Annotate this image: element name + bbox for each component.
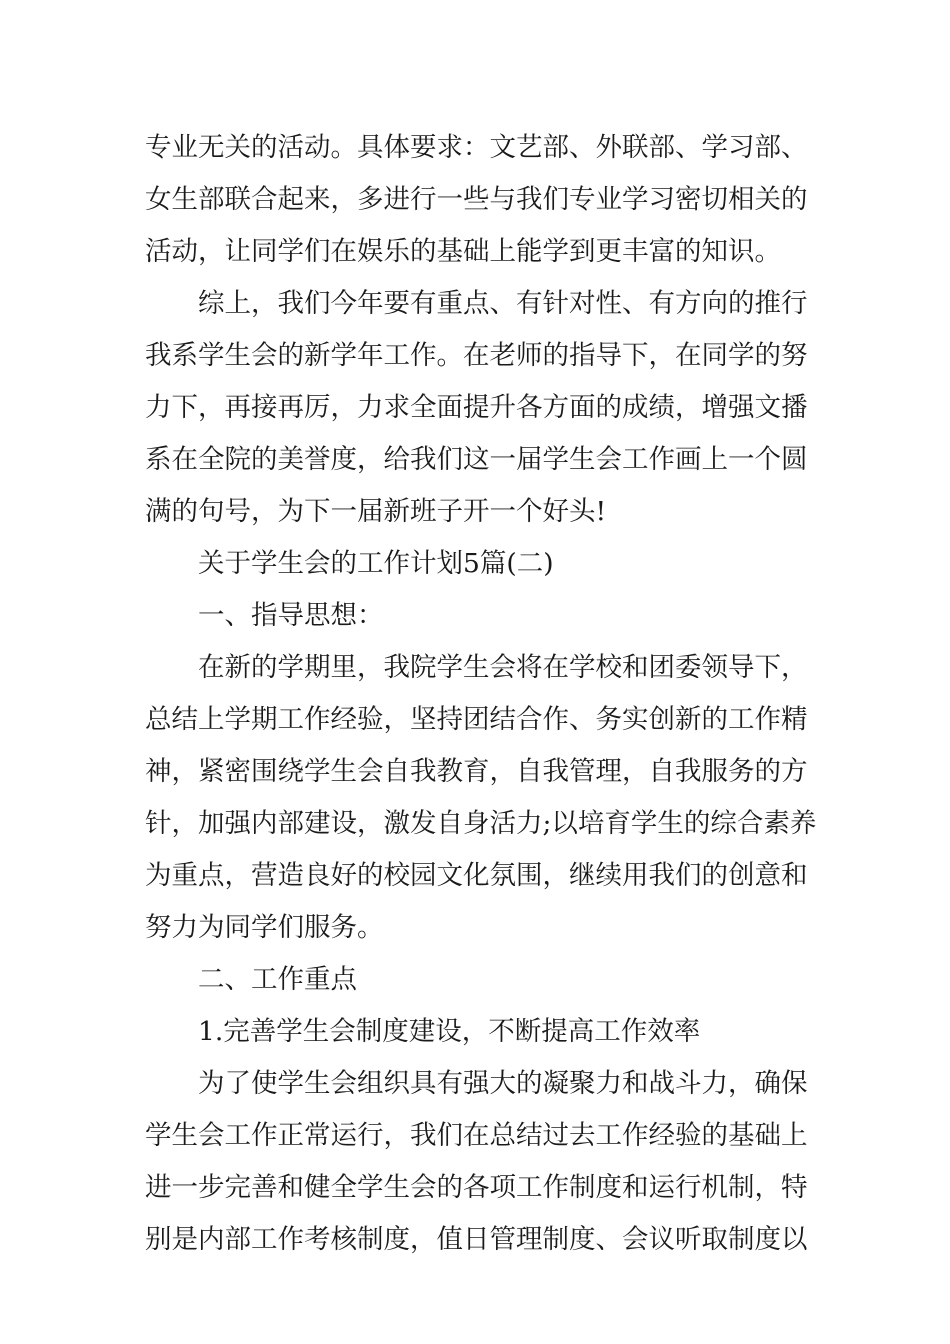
text-line: 1.完善学生会制度建设，不断提高工作效率 xyxy=(198,1016,701,1047)
text-line: 在新的学期里，我院学生会将在学校和团委领导下， xyxy=(198,652,808,683)
text-line: 努力为同学们服务。 xyxy=(145,912,384,943)
text-line: 二、工作重点 xyxy=(198,964,357,995)
text-line: 活动，让同学们在娱乐的基础上能学到更丰富的知识。 xyxy=(145,236,781,267)
text-line: 力下，再接再厉，力求全面提升各方面的成绩，增强文播 xyxy=(145,392,808,423)
text-line: 女生部联合起来，多进行一些与我们专业学习密切相关的 xyxy=(145,184,808,215)
text-line: 满的句号，为下一届新班子开一个好头! xyxy=(145,496,607,527)
text-line: 专业无关的活动。具体要求：文艺部、外联部、学习部、 xyxy=(145,132,808,163)
text-line: 针，加强内部建设，激发自身活力;以培育学生的综合素养 xyxy=(145,808,817,839)
text-line: 系在全院的美誉度，给我们这一届学生会工作画上一个圆 xyxy=(145,444,808,475)
text-line: 进一步完善和健全学生会的各项工作制度和运行机制，特 xyxy=(145,1172,808,1203)
text-line: 别是内部工作考核制度，值日管理制度、会议听取制度以 xyxy=(145,1224,808,1255)
text-line: 为重点，营造良好的校园文化氛围，继续用我们的创意和 xyxy=(145,860,808,891)
text-line: 为了使学生会组织具有强大的凝聚力和战斗力，确保 xyxy=(198,1068,808,1099)
text-line: 综上，我们今年要有重点、有针对性、有方向的推行 xyxy=(198,288,808,319)
text-line: 关于学生会的工作计划5篇(二) xyxy=(198,548,554,579)
text-line: 神，紧密围绕学生会自我教育，自我管理，自我服务的方 xyxy=(145,756,808,787)
document-body xyxy=(145,122,817,1266)
text-line: 总结上学期工作经验，坚持团结合作、务实创新的工作精 xyxy=(145,704,808,735)
text-line: 一、指导思想： xyxy=(198,600,384,631)
text-line: 学生会工作正常运行，我们在总结过去工作经验的基础上 xyxy=(145,1120,808,1151)
text-line: 我系学生会的新学年工作。在老师的指导下，在同学的努 xyxy=(145,340,808,371)
